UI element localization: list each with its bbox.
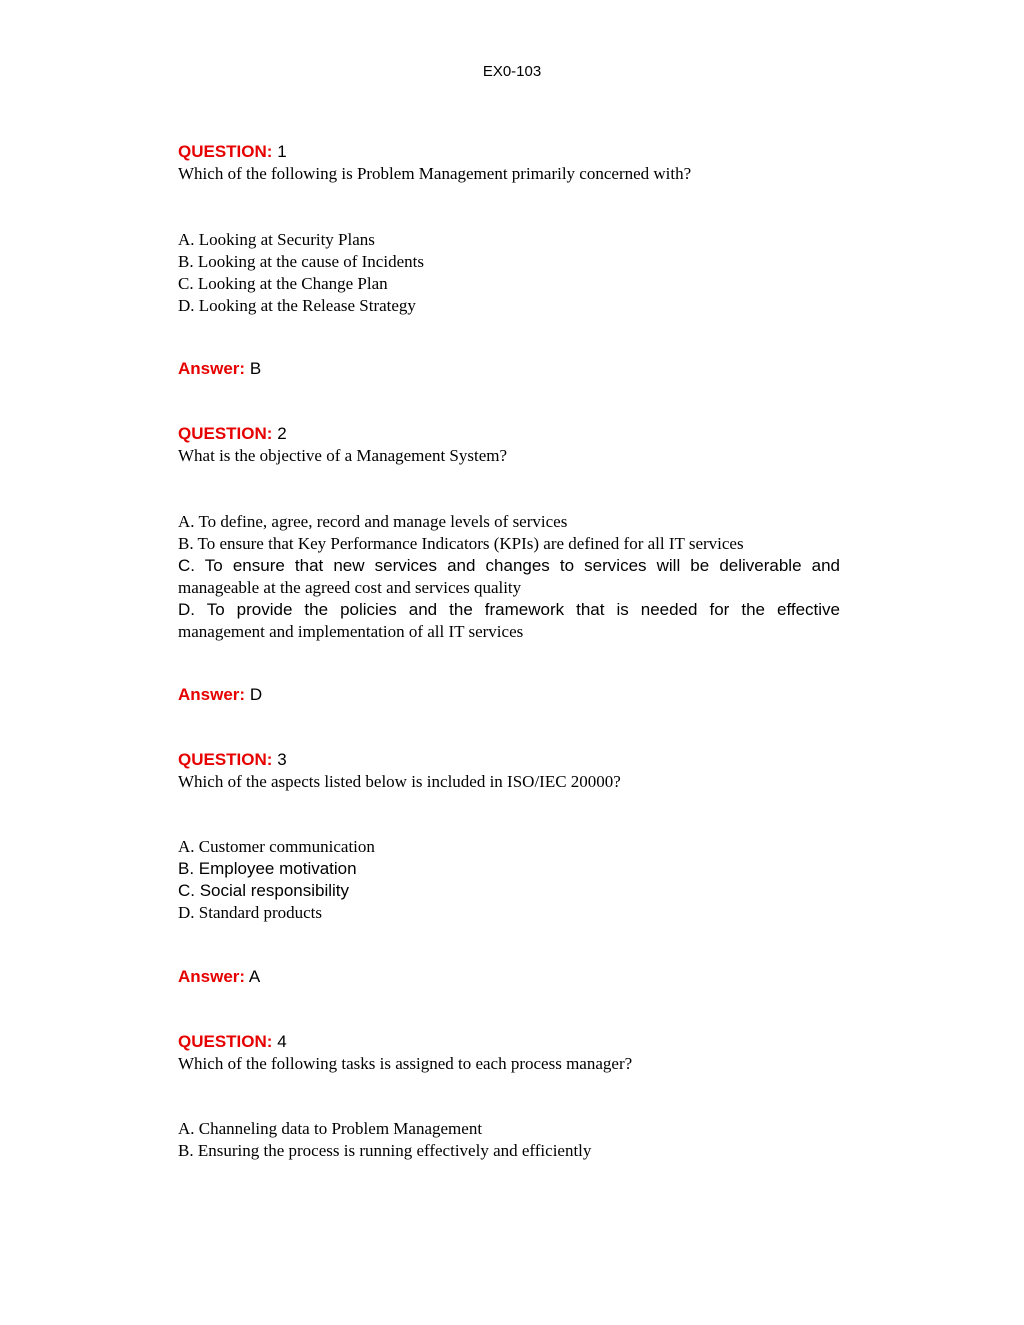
option-a: A. To define, agree, record and manage levels of services	[178, 512, 568, 531]
option-b: B. Looking at the cause of Incidents	[178, 252, 424, 271]
question-text: What is the objective of a Management System?	[178, 446, 508, 465]
answer-label: Answer:	[178, 967, 246, 986]
question-3-options	[178, 836, 840, 924]
question-number: 3	[277, 750, 287, 769]
option-a: A. Customer communication	[178, 837, 375, 856]
question-4	[178, 1031, 840, 1075]
option-c: C. To ensure that new services and changes to services will be deliverable and	[178, 556, 840, 575]
option-c-continued: manageable at the agreed cost and services quality	[178, 578, 522, 597]
option-d: D. To provide the policies and the framework that is needed for the effective	[178, 600, 840, 619]
question-label: QUESTION:	[178, 750, 273, 769]
question-text: Which of the following is Problem Management primarily concerned with?	[178, 164, 692, 183]
question-3	[178, 749, 840, 793]
question-text: Which of the following tasks is assigned to each process manager?	[178, 1054, 633, 1073]
question-1	[178, 141, 840, 185]
question-label: QUESTION:	[178, 1032, 273, 1051]
option-a: A. Channeling data to Problem Management	[178, 1119, 483, 1138]
question-1-options	[178, 229, 840, 317]
option-a: A. Looking at Security Plans	[178, 230, 375, 249]
option-c: C. Social responsibility	[178, 881, 350, 900]
answer-value: B	[249, 359, 262, 378]
question-text: Which of the aspects listed below is included in ISO/IEC 20000?	[178, 772, 621, 791]
question-2-options	[178, 511, 840, 643]
question-number: 2	[277, 424, 287, 443]
option-b: B. Ensuring the process is running effectively and efficiently	[178, 1141, 592, 1160]
answer-2	[178, 684, 840, 706]
answer-value: D	[249, 685, 263, 704]
answer-label: Answer:	[178, 685, 246, 704]
option-c: C. Looking at the Change Plan	[178, 274, 388, 293]
question-2	[178, 423, 840, 467]
option-d: D. Standard products	[178, 903, 323, 922]
option-b: B. Employee motivation	[178, 859, 357, 878]
answer-label: Answer:	[178, 359, 246, 378]
answer-value: A	[248, 967, 261, 986]
page-header-title: EX0-103	[482, 63, 542, 80]
question-label: QUESTION:	[178, 424, 273, 443]
question-number: 4	[277, 1032, 287, 1051]
option-d: D. Looking at the Release Strategy	[178, 296, 416, 315]
question-label: QUESTION:	[178, 142, 273, 161]
option-d-continued: management and implementation of all IT services	[178, 622, 524, 641]
answer-3	[178, 966, 840, 988]
answer-1	[178, 358, 840, 380]
option-b: B. To ensure that Key Performance Indicators (KPIs) are defined for all IT services	[178, 534, 744, 553]
question-4-options	[178, 1118, 840, 1162]
question-number: 1	[277, 142, 287, 161]
